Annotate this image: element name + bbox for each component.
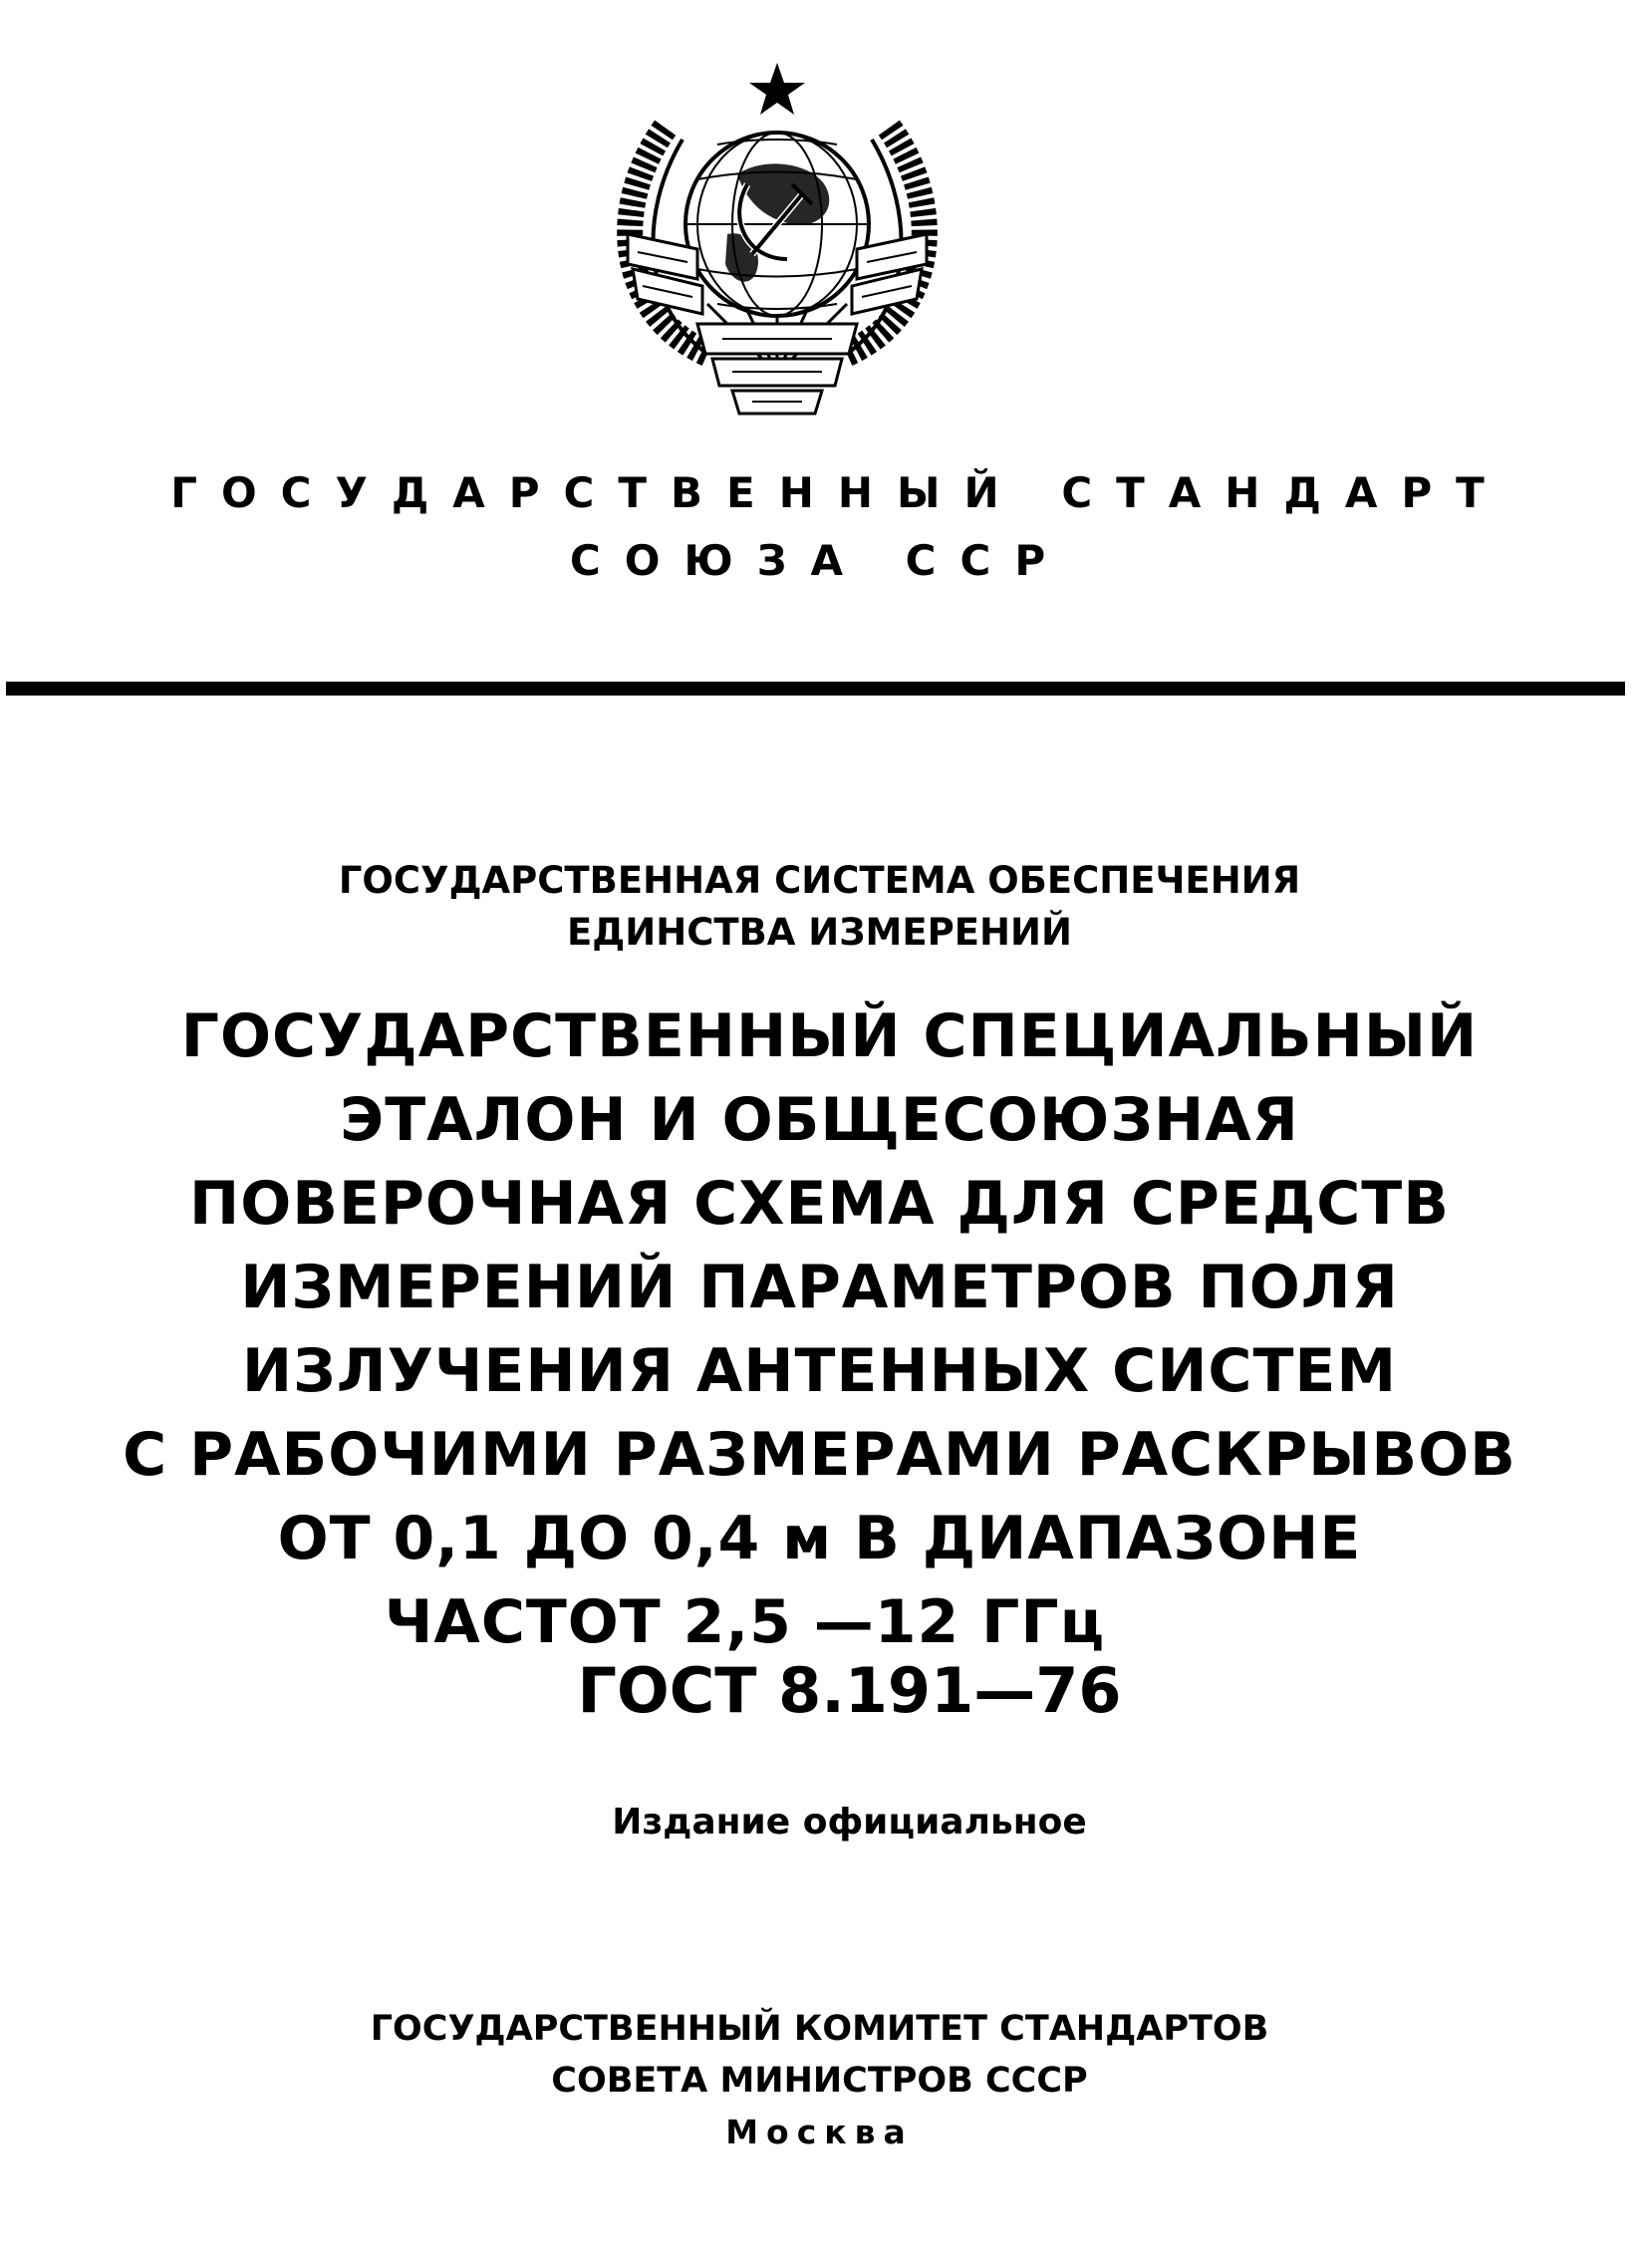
title-line: ОТ 0,1 ДО 0,4 м В ДИАПАЗОНЕ [277,1504,1362,1573]
title-line: С РАБОЧИМИ РАЗМЕРАМИ РАСКРЫВОВ [123,1420,1516,1490]
publisher-line1: ГОСУДАРСТВЕННЫЙ КОМИТЕТ СТАНДАРТОВ [370,2009,1269,2049]
title-line: ИЗЛУЧЕНИЯ АНТЕННЫХ СИСТЕМ [241,1336,1398,1406]
edition-note: Издание официальное [612,1802,1087,1843]
gost-designation: ГОСТ 8.191—76 [577,1654,1122,1727]
ussr-state-emblem [588,55,966,424]
title-line: ЭТАЛОН И ОБЩЕСОЮЗНАЯ [340,1085,1299,1155]
title-line: ГОСУДАРСТВЕННЫЙ СПЕЦИАЛЬНЫЙ [180,1001,1479,1071]
publisher-city: Москва [725,2113,914,2151]
star-icon [749,63,805,115]
title-line: ЧАСТОТ 2,5 —12 ГГц [384,1587,1106,1657]
standard-header-line2: СОЮЗА ССР [569,536,1070,585]
series-line1: ГОСУДАРСТВЕННАЯ СИСТЕМА ОБЕСПЕЧЕНИЯ [338,859,1301,902]
emblem-icon [588,55,966,424]
document-title [0,994,1639,1664]
horizontal-divider [6,682,1625,696]
title-line: ПОВЕРОЧНАЯ СХЕМА ДЛЯ СРЕДСТВ [189,1169,1450,1239]
series-line2: ЕДИНСТВА ИЗМЕРЕНИЙ [567,911,1072,954]
title-line: ИЗМЕРЕНИЙ ПАРАМЕТРОВ ПОЛЯ [240,1253,1399,1322]
series-heading [0,855,1639,959]
publisher-block [0,2003,1639,2158]
publisher-line2: СОВЕТА МИНИСТРОВ СССР [551,2061,1088,2101]
standard-header-line1: ГОСУДАРСТВЕННЫЙ СТАНДАРТ [170,468,1508,517]
